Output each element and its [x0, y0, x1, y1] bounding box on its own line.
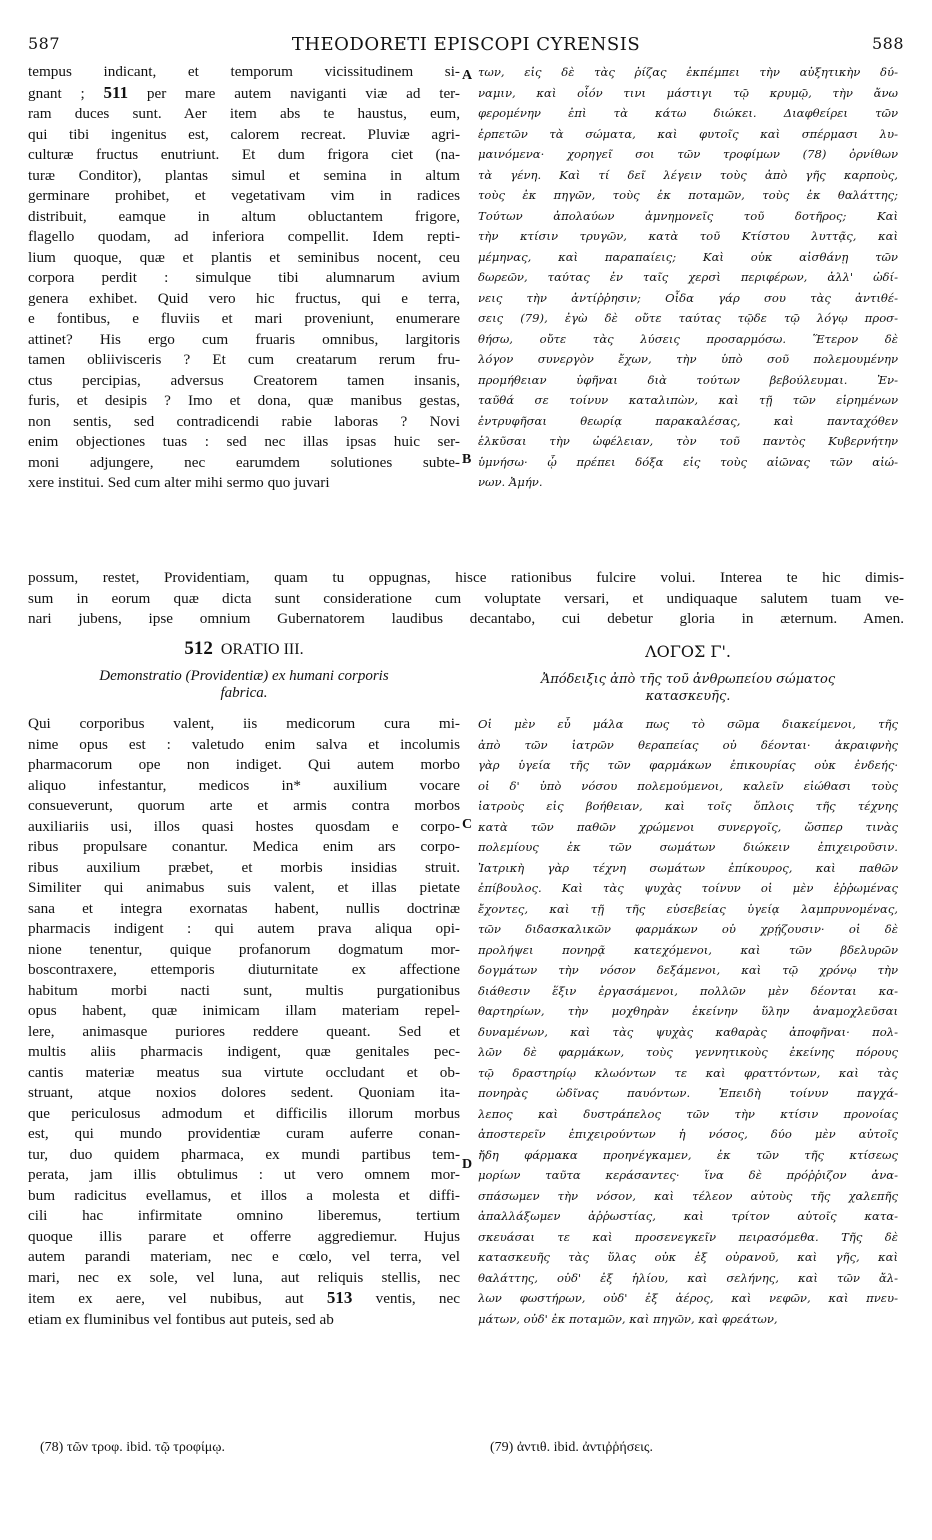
greek-text-line: ἐντρυφῆσαι θεωρίᾳ παρακαλέσας, καὶ πανταχόθεν	[478, 413, 898, 428]
latin-text-line: aliquo infestantur, medicos in* auxilium vocare	[28, 776, 460, 794]
greek-text-line: ἤδη φάρμακα προηνέγκαμεν, ἐκ τῶν τῆς κτίσεως	[478, 1147, 898, 1162]
latin-text-line: pharmacorum ope non indiget. Qui autem morbo	[28, 756, 460, 773]
latin-text-line: non sentis, sed contradicendi rabie laboras ? Novi	[28, 412, 460, 430]
greek-text-line: μέμηνας, καὶ παραπαίεις; Καὶ οὐκ αἰσθάνῃ τῶν	[478, 249, 898, 264]
latin-text-line: nime opus est : valetudo enim salva et incolumis	[28, 735, 460, 753]
latin-text-line: sana et integra exornatas habent, nullis doctrinæ	[28, 899, 460, 917]
greek-text-line: σεις (79), ἐγὼ δὲ οὔτε ταύτας τῷδε τῷ λόγῳ προσ-	[478, 311, 898, 325]
greek-text-line: τοὺς ἐκ πηγῶν, τοὺς ἐκ ποταμῶν, τοὺς ἐκ θαλάττης;	[478, 188, 898, 202]
running-title: THEODORETI EPISCOPI CYRENSIS	[291, 34, 641, 55]
greek-text-line: ταῦθά σε τοίνυν καταλιπὼν, καὶ τῇ τῶν εἰρημένων	[478, 393, 898, 407]
latin-text-line: ribus auxilium præbet, et morbis insidias struit.	[28, 858, 460, 876]
section-subtitle-latin-2: fabrica.	[220, 685, 268, 701]
latin-text-line: pharmacis indigent : qui autem prava aliqua opi-	[28, 920, 460, 937]
section-subtitle-greek-2: κατασκευῆς.	[645, 689, 731, 704]
latin-text-line: ram duces sunt. Aer item abs te haustus, eum,	[28, 105, 460, 122]
footnote-left: (78) τῶν τροφ. ibid. τῷ τροφίμῳ.	[40, 1440, 225, 1455]
greek-text-line: προμήθειαν ὑφῆναι διὰ τούτων βεβούλευμαι. Ἐν-	[478, 372, 898, 387]
greek-text-line: κατὰ τῶν παθῶν χρώμενοι συνεργοῖς, ὥσπερ τινὰς	[478, 819, 898, 834]
greek-text-line: πονηρὰς ὠδῖνας παυόντων. Ἐπειδὴ τοίνυν παγχά-	[478, 1086, 898, 1100]
greek-text-line: λεπος καὶ δυστράπελος τῶν τὴν κτίσιν προνοίας	[478, 1106, 898, 1121]
latin-text-line: genera exhibet. Quid vero hic fructus, qui e terra,	[28, 289, 460, 307]
latin-text-line: nari jubens, ipse omnium Gubernatorem laudibus decantabo, cui debetur gloria in æternum. Amen.	[28, 610, 904, 627]
latin-text-line: qui tibi ingenitus est, calorem recreat. Pluviæ agri-	[28, 125, 460, 143]
greek-column-bottom	[478, 714, 898, 1329]
greek-text-line: ἰατροὺς εἰς βοήθειαν, καὶ τοῖς ὅπλοις τῆς τέχνης	[478, 799, 898, 813]
greek-text-line: λόγον συνεργὸν ἔχων, τὴν ὑπὸ σοῦ πολεμουμένην	[478, 352, 898, 366]
latin-text-line: est, qui mundo providentiæ curam auferre conan-	[28, 1125, 460, 1142]
greek-text-line: ἀποστερεῖν ἐπιχειρούντων ἡ νόσος, δύο μὲν αὐτοῖς	[478, 1127, 898, 1141]
greek-text-line: ἑλκῦσαι τὴν ὠφέλειαν, τὸν τοῦ παντὸς Κυβερνήτην	[478, 434, 898, 448]
latin-text-line: xere institui. Sed cum alter mihi sermo quo juvari	[28, 474, 330, 491]
latin-text-line: turæ Conditor), plantas simul et semina in altum	[28, 166, 460, 184]
greek-text-line: ναμιν, καὶ οἷόν τινι μάστιγι τῷ κρυμῷ, τὴν ἄνω	[478, 85, 898, 100]
latin-text-line: habitum morbi nacti sunt, multis purgationibus	[28, 981, 460, 999]
section-heading-latin	[28, 638, 460, 702]
greek-text-line: ὑμνήσω· ᾧ πρέπει δόξα εἰς τοὺς αἰῶνας τῶν αἰώ-	[478, 454, 898, 469]
greek-text-line: νεις τὴν ἀντίῤῥησιν; Οἶδα γάρ σου τὰς ἀντιθέ-	[478, 290, 898, 305]
latin-text-line: enim objectiones tuas : sed nec illas ipsas huic ser-	[28, 433, 460, 450]
latin-text-line: tur, duo quidem pharmaca, ex mundi partibus tem-	[28, 1145, 460, 1163]
greek-text-line: νων. Ἀμήν.	[478, 475, 543, 489]
section-heading-greek	[478, 642, 898, 705]
latin-text-line: ribus propulsare conantur. Medica enim ars corpo-	[28, 838, 460, 855]
latin-text-line: corpora perdit : simulque tibi alumnarum avium	[28, 269, 460, 286]
section-title-greek: ΛΟΓΟΣ Γ'.	[645, 642, 731, 661]
latin-text-line: consueverunt, quorum arte et armis contra morbos	[28, 797, 460, 814]
page-number-left: 587	[28, 34, 61, 53]
greek-text-line: μαινόμενα· χορηγεῖ σοι τῶν τροφίμων (78) ὀρνίθων	[478, 147, 898, 161]
latin-text-line: cantis materiæ meatus sua virtute occludant et ob-	[28, 1063, 460, 1081]
greek-text-line: δυναμένων, καὶ τὰς ψυχὰς καθαρὰς ἀποφῆναι· πολ-	[478, 1024, 898, 1039]
margin-marker-b: B	[462, 452, 472, 467]
greek-text-line: θήσω, οὔτε τὰς λύσεις προσαρμόσω. Ἕτερον δὲ	[478, 331, 898, 346]
greek-text-line: θαλάττης, οὐδ' ἐξ ἡλίου, καὶ σελήνης, καὶ τῶν ἄλ-	[478, 1270, 898, 1285]
greek-text-line: θαρτηρίων, τὴν μοχθηρὰν ἐκείνην ὕλην ἀναμοχλεῦσαι	[478, 1004, 898, 1018]
section-subtitle-greek-1: Ἀπόδειξις ἀπὸ τῆς τοῦ ἀνθρωπείου σώματος	[540, 672, 836, 687]
greek-text-line: των, εἰς δὲ τὰς ῥίζας ἐκπέμπει τὴν αὐξητικὴν δύ-	[478, 65, 898, 79]
latin-text-line: lere, animasque puriores reddere queant. Sed et	[28, 1022, 460, 1040]
latin-text-line: distribuit, eamque in altum obluctantem frigore,	[28, 207, 460, 225]
greek-text-line: ἔχοντες, καὶ τῇ τῆς εὐσεβείας ὑγείᾳ λαμπρυνομένας,	[478, 901, 898, 916]
greek-text-line: δωρεῶν, ταύτας ἐν ταῖς χερσὶ περιφέρων, ἀλλ' ὠδί-	[478, 270, 898, 284]
greek-text-line: προλήψει πονηρᾷ κατεχόμενοι, καὶ τῶν βδελυρῶν	[478, 942, 898, 957]
latin-text-line: moni adjungere, nec earumdem solutiones subte-	[28, 453, 460, 471]
latin-text-line: germinare prohibet, et vegetativam vim in radices	[28, 187, 460, 204]
latin-column-top	[28, 62, 460, 494]
latin-text-line: nione tenentur, quique profanorum dogmatum mor-	[28, 940, 460, 958]
greek-text-line: σκευάσαι τε καὶ προσενεγκεῖν πειρασόμεθα. Τῆς δὲ	[478, 1229, 898, 1244]
latin-text-line: Similiter qui animabus suis valent, et illas pietate	[28, 879, 460, 896]
margin-marker-a: A	[462, 68, 473, 83]
latin-column-bottom	[28, 714, 460, 1330]
footnote-right: (79) ἀντιθ. ibid. ἀντιῤῥήσεις.	[490, 1440, 653, 1455]
latin-text-line: etiam ex fluminibus vel fontibus aut puteis, sed ab	[28, 1310, 334, 1328]
latin-text-line: culturæ fructus enutriunt. Et dum frigora ciet (na-	[28, 146, 460, 163]
greek-text-line: Τούτων ἀπολαύων ἀμνημονεῖς τοῦ δοτῆρος; Καὶ	[478, 208, 898, 223]
full-width-paragraph	[28, 568, 904, 630]
latin-text-line: ctus percipias, adversus Creatorem tamen insanis,	[28, 371, 460, 389]
latin-text-line: autem parandi materiam, nec e cœlo, vel terra, vel	[28, 1248, 460, 1265]
latin-text-line: gnant ; 511 per mare autem naviganti viæ ad ter-	[28, 82, 460, 102]
greek-text-line: ἑρπετῶν τὰ σώματα, καὶ φυτοῖς καὶ σπέρμασι λυ-	[478, 126, 898, 141]
greek-text-line: λων φωστήρων, οὐδ' ἐξ ἀέρος, καὶ νεφῶν, καὶ πνευ-	[478, 1291, 898, 1305]
greek-text-line: Ἰατρικὴ γὰρ τέχνη σωμάτων ἐπίκουρος, καὶ παθῶν	[478, 860, 898, 875]
latin-text-line: struant, atque noxios dolores sedent. Quoniam ita-	[28, 1084, 460, 1101]
latin-text-line: mari, nec ex sole, vel luna, aut reliquis stellis, nec	[28, 1268, 460, 1286]
section-title-latin: ORATIO III.	[220, 641, 304, 658]
greek-column-top	[478, 62, 898, 493]
running-header	[28, 34, 904, 56]
greek-text-line: δογμάτων τὴν νόσον δεξάμενοι, καὶ τῷ χρόνῳ τὴν	[478, 963, 898, 977]
greek-text-line: λῶν δὲ φαρμάκων, τοὺς γεννητικοὺς ἐκείνης πόρους	[478, 1045, 898, 1059]
latin-text-line: que periculosus admodum et difficilis illorum morbus	[28, 1104, 460, 1122]
latin-text-line: item ex aere, vel nubibus, aut 513 ventis, nec	[28, 1288, 460, 1307]
greek-text-line: πολεμίους ἐκ τῶν σωμάτων διώκειν ἐπιχειροῦσιν.	[478, 840, 898, 854]
greek-text-line: τὰ γένη. Καὶ τί δεῖ λέγειν τοὺς ἀπὸ γῆς καρποὺς,	[478, 167, 898, 182]
greek-text-line: ἐπίβουλος. Καὶ τὰς ψυχὰς τοίνυν οἱ μὲν ἐῤῥωμένας	[478, 881, 898, 895]
margin-marker-c: C	[462, 817, 473, 832]
greek-text-line: τῶν διδασκαλικῶν φαρμάκων οὐ χρῄζουσιν· οἱ δὲ	[478, 922, 898, 936]
greek-text-line: Οἱ μὲν εὖ μάλα πως τὸ σῶμα διακείμενοι, τῆς	[478, 717, 898, 731]
section-subtitle-latin-1: Demonstratio (Providentiæ) ex humani corporis	[99, 668, 389, 684]
latin-text-line: attinet? His ergo cum fruaris omnibus, largitoris	[28, 330, 460, 348]
greek-text-line: διάθεσιν ἕξιν ἐργασάμενοι, πολλῶν μὲν δέονται κα-	[478, 983, 898, 998]
greek-text-line: τὴν κτίσιν τρυγῶν, κατὰ τοῦ Κτίστου λυττᾷς, καὶ	[478, 229, 898, 243]
latin-text-line: perata, jam illis obtulimus : ut vero omnem mor-	[28, 1166, 460, 1183]
greek-text-line: σπάσωμεν τὴν νόσον, καὶ τέλεον αὐτοὺς τῆς χαλεπῆς	[478, 1188, 898, 1203]
latin-text-line: furis, et desipis ? Imo et dona, quæ manibus gestas,	[28, 392, 460, 409]
latin-text-line: lium quoque, quæ et plantis et seminibus nocent, ceu	[28, 248, 460, 266]
margin-marker-d: D	[462, 1157, 473, 1172]
greek-text-line: ἀπὸ τῶν ἰατρῶν θεραπείας οὐ δέονται· ἀκραιφνὴς	[478, 737, 898, 752]
latin-text-line: possum, restet, Providentiam, quam tu oppugnas, hisce rationibus fulcire volui. Interea te hic dimis-	[28, 569, 904, 586]
greek-text-line: τῷ δραστηρίῳ κλωόντων τε καὶ φραττόντων, καὶ τὰς	[478, 1065, 898, 1080]
latin-text-line: flagello quodam, ad inferiora compellit. Idem repti-	[28, 228, 460, 245]
latin-text-line: tamen obliivisceris ? Et cum creatarum rerum fru-	[28, 351, 460, 368]
latin-text-line: multis aliis pharmacis indigent, quæ genitales pec-	[28, 1043, 460, 1060]
latin-text-line: auxiliariis usi, illos quasi hostes quosdam e corpo-	[28, 817, 460, 835]
page-number-right: 588	[871, 34, 904, 53]
latin-text-line: boscontraxere, ettemporis diuturnitate ex affectione	[28, 961, 460, 978]
greek-text-line: μάτων, οὐδ' ἐκ ποταμῶν, καὶ πηγῶν, καὶ φρεάτων,	[478, 1311, 778, 1326]
greek-text-line: μορίων ταῦτα κεράσαντες· ἵνα δὲ πρόῤῥιζον ἀνα-	[478, 1168, 898, 1182]
greek-text-line: οἱ δ' ὑπὸ νόσου πολεμούμενοι, καλεῖν εἰώθασι τοὺς	[478, 778, 898, 793]
greek-text-line: ἀπαλλάξωμεν ἀῤῥωστίας, καὶ τρίτον αὐτοῖς κατα-	[478, 1209, 898, 1223]
latin-text-line: bum radicitus evellamus, et illos a molesta et diffi-	[28, 1186, 460, 1204]
latin-text-line: sum in eorum quæ dicta sunt consideratione cum voluptate versari, et undiquaque salutem tuam ve-	[28, 589, 904, 607]
latin-text-line: Qui corporibus valent, iis medicorum cura mi-	[28, 715, 460, 732]
greek-text-line: γὰρ ὑγεία τῆς τῶν φαρμάκων ἐπικουρίας οὐκ ἐνδεής·	[478, 758, 898, 772]
latin-text-line: tempus indicant, et temporum vicissitudinem si-	[28, 63, 460, 80]
latin-text-line: quoque illis parare et offerre aggrediemur. Hujus	[28, 1227, 460, 1245]
latin-text-line: cili hac infirmitate omnino liberemus, tertium	[28, 1207, 460, 1224]
greek-text-line: φερομένην ἐπὶ τὰ κάτω διώκει. Διαφθείρει τῶν	[478, 106, 898, 120]
section-number: 512	[184, 638, 213, 659]
latin-text-line: e fontibus, e fluviis et mari proveniunt, enumerare	[28, 310, 460, 327]
latin-text-line: opus habent, quæ inimicam illam materiam repel-	[28, 1002, 460, 1019]
greek-text-line: κατασκευῆς τὰς ὕλας οὐκ ἐξ οὐρανοῦ, καὶ γῆς, καὶ	[478, 1250, 898, 1264]
